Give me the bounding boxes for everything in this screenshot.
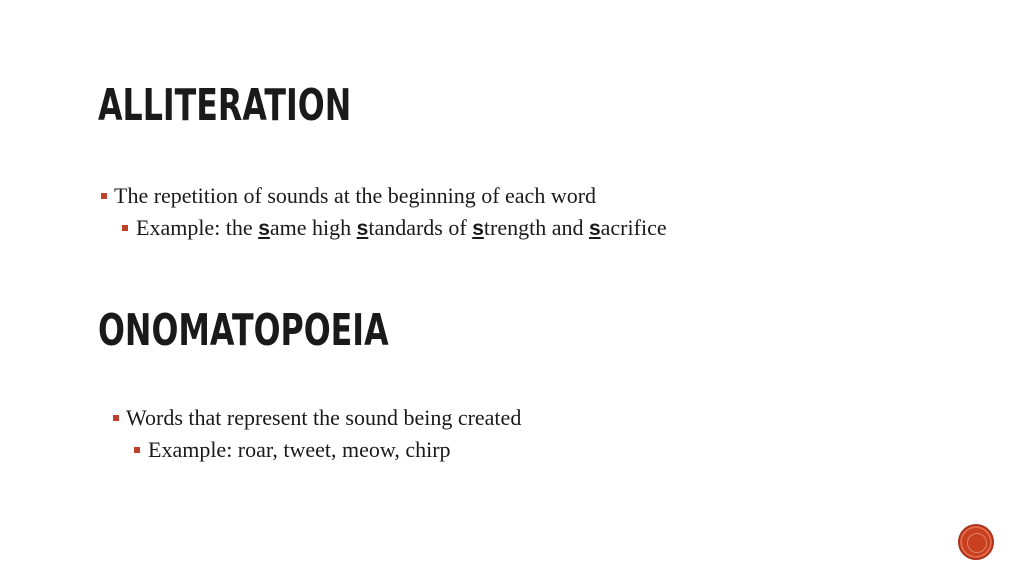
example-word-rest: acrifice: [600, 215, 667, 240]
example-word-rest: tandards of: [368, 215, 473, 240]
bullet-definition-onomatopoeia: [113, 404, 521, 432]
nav-circle-icon: [967, 533, 987, 553]
bullet-text: The repetition of sounds at the beginning of each word: [114, 183, 597, 208]
bullet-example-onomatopoeia: [133, 436, 521, 464]
bullet-text: Words that represent the sound being created: [126, 405, 522, 430]
bullet-list-onomatopoeia: [113, 404, 521, 464]
square-bullet-icon: [101, 193, 107, 199]
emphasized-letter: s: [588, 217, 601, 240]
square-bullet-icon: [122, 225, 128, 231]
bullet-example-alliteration: [121, 214, 667, 243]
bullet-definition-alliteration: [101, 182, 667, 210]
emphasized-letter: s: [472, 217, 484, 240]
example-word-rest: trength and: [483, 215, 589, 240]
heading-alliteration: ALLITERATION: [98, 80, 352, 131]
heading-onomatopoeia: ONOMATOPOEIA: [98, 305, 389, 356]
bullet-list-alliteration: [101, 182, 667, 243]
example-text: Example: roar, tweet, meow, chirp: [148, 437, 451, 462]
example-word-rest: ame high: [269, 215, 357, 240]
emphasized-letter: s: [258, 217, 270, 240]
square-bullet-icon: [134, 447, 140, 453]
example-prefix: Example: the: [136, 215, 259, 240]
slide-nav-button[interactable]: [958, 524, 994, 560]
square-bullet-icon: [113, 415, 119, 421]
emphasized-letter: s: [356, 217, 369, 240]
